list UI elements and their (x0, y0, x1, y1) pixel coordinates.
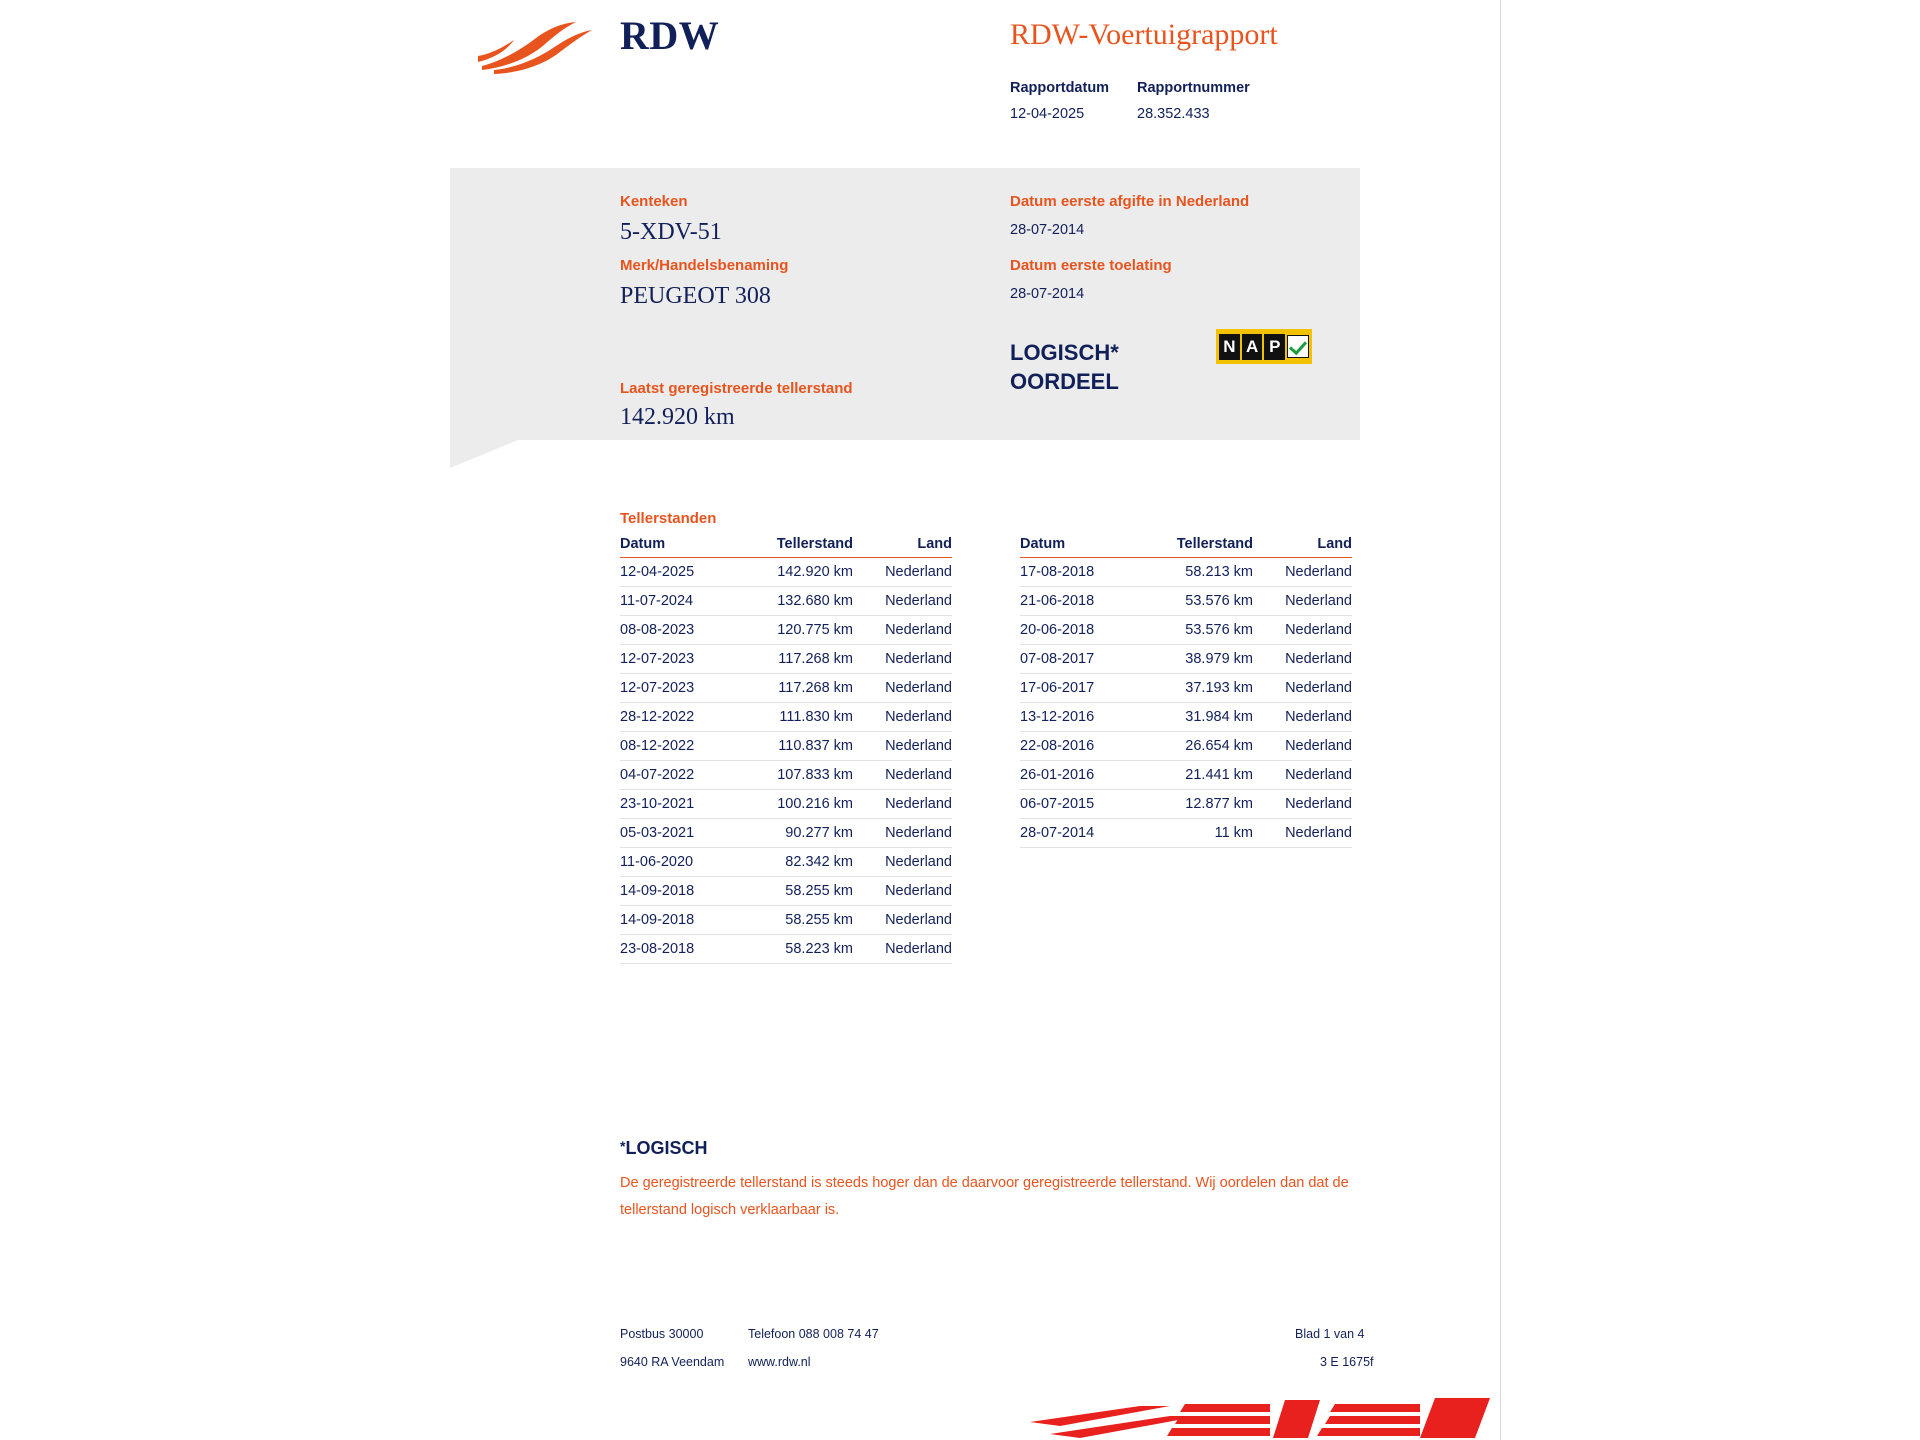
table-row (620, 761, 952, 790)
cell-land: Nederland (863, 616, 952, 645)
table-row (1020, 645, 1352, 674)
table-row (620, 558, 952, 587)
nap-letter-n: N (1219, 334, 1240, 360)
table-row (620, 906, 952, 935)
cell-datum: 17-06-2017 (1020, 674, 1155, 703)
table-row (620, 732, 952, 761)
panel-notch-decoration (450, 440, 518, 468)
cell-datum: 21-06-2018 (1020, 587, 1155, 616)
footer-city: 9640 RA Veendam (620, 1355, 725, 1369)
table-row (1020, 587, 1352, 616)
table-row (620, 935, 952, 964)
merk-label: Merk/Handelsbenaming (620, 257, 789, 274)
cell-tellerstand: 142.920 km (755, 558, 863, 587)
cell-land: Nederland (1263, 645, 1352, 674)
cell-land: Nederland (863, 587, 952, 616)
table-row (620, 703, 952, 732)
cell-land: Nederland (863, 906, 952, 935)
cell-land: Nederland (1263, 674, 1352, 703)
cell-tellerstand: 26.654 km (1155, 732, 1263, 761)
cell-tellerstand: 12.877 km (1155, 790, 1263, 819)
cell-tellerstand: 111.830 km (755, 703, 863, 732)
tellerstanden-table-right (1020, 534, 1352, 848)
cell-land: Nederland (1263, 587, 1352, 616)
cell-datum: 22-08-2016 (1020, 732, 1155, 761)
cell-land: Nederland (1263, 558, 1352, 587)
cell-tellerstand: 37.193 km (1155, 674, 1263, 703)
footer-website[interactable]: www.rdw.nl (748, 1355, 811, 1369)
column-header-datum: Datum (620, 534, 755, 558)
cell-datum: 08-08-2023 (620, 616, 755, 645)
tellerstanden-title: Tellerstanden (620, 510, 717, 527)
table-row (620, 819, 952, 848)
tellerstanden-table-left (620, 534, 952, 964)
cell-land: Nederland (863, 935, 952, 964)
cell-datum: 07-08-2017 (1020, 645, 1155, 674)
cell-land: Nederland (863, 848, 952, 877)
table-row (1020, 703, 1352, 732)
cell-datum: 12-07-2023 (620, 645, 755, 674)
table-row (620, 877, 952, 906)
cell-tellerstand: 58.223 km (755, 935, 863, 964)
cell-datum: 23-08-2018 (620, 935, 755, 964)
cell-tellerstand: 117.268 km (755, 674, 863, 703)
cell-datum: 28-07-2014 (1020, 819, 1155, 848)
table-row (1020, 558, 1352, 587)
cell-tellerstand: 38.979 km (1155, 645, 1263, 674)
footnote-body: De geregistreerde tellerstand is steeds hoger dan de daarvoor geregistreerde tellerstand. Wij oordelen dan dat de tellerstand logisch verklaarbaar is. (620, 1175, 1349, 1218)
cell-datum: 11-06-2020 (620, 848, 755, 877)
nap-letter-p: P (1264, 334, 1285, 360)
column-header-land: Land (863, 534, 952, 558)
footnote-title (620, 1138, 707, 1159)
cell-tellerstand: 11 km (1155, 819, 1263, 848)
merk-value: PEUGEOT 308 (620, 283, 771, 309)
cell-tellerstand: 117.268 km (755, 645, 863, 674)
table-row (1020, 819, 1352, 848)
table-header-row (620, 534, 952, 558)
cell-datum: 14-09-2018 (620, 877, 755, 906)
cell-datum: 12-04-2025 (620, 558, 755, 587)
report-number-label: Rapportnummer (1137, 80, 1250, 96)
nap-letter-a: A (1242, 334, 1263, 360)
report-date-value: 12-04-2025 (1010, 106, 1085, 122)
cell-land: Nederland (1263, 761, 1352, 790)
verdict-line-2: OORDEEL (1010, 369, 1119, 394)
cell-tellerstand: 132.680 km (755, 587, 863, 616)
cell-land: Nederland (863, 761, 952, 790)
cell-land: Nederland (863, 645, 952, 674)
table-header-row (1020, 534, 1352, 558)
footer-page-number: Blad 1 van 4 (1295, 1327, 1365, 1341)
cell-datum: 08-12-2022 (620, 732, 755, 761)
table-row (1020, 790, 1352, 819)
cell-land: Nederland (863, 674, 952, 703)
cell-tellerstand: 107.833 km (755, 761, 863, 790)
cell-datum: 26-01-2016 (1020, 761, 1155, 790)
footer-phone: Telefoon 088 008 74 47 (748, 1327, 879, 1341)
cell-datum: 06-07-2015 (1020, 790, 1155, 819)
check-icon (1287, 335, 1309, 358)
brand-title: RDW (620, 13, 720, 58)
cell-land: Nederland (1263, 616, 1352, 645)
cell-datum: 13-12-2016 (1020, 703, 1155, 732)
eerste-afgifte-label: Datum eerste afgifte in Nederland (1010, 193, 1250, 210)
cell-datum: 12-07-2023 (620, 674, 755, 703)
eerste-afgifte-value: 28-07-2014 (1010, 222, 1085, 238)
laatst-tellerstand-value: 142.920 km (620, 404, 735, 430)
table-row (620, 616, 952, 645)
table-row (1020, 616, 1352, 645)
nap-checkmark-badge-icon (1216, 329, 1312, 364)
cell-tellerstand: 53.576 km (1155, 587, 1263, 616)
cell-tellerstand: 21.441 km (1155, 761, 1263, 790)
laatst-tellerstand-label: Laatst geregistreerde tellerstand (620, 380, 853, 397)
footer-postbus: Postbus 30000 (620, 1327, 704, 1341)
cell-datum: 05-03-2021 (620, 819, 755, 848)
cell-land: Nederland (1263, 703, 1352, 732)
cell-land: Nederland (863, 877, 952, 906)
footer-form-code: 3 E 1675f (1320, 1355, 1374, 1369)
cell-tellerstand: 31.984 km (1155, 703, 1263, 732)
table-row (620, 790, 952, 819)
cell-tellerstand: 120.775 km (755, 616, 863, 645)
table-row (1020, 674, 1352, 703)
table-row (620, 674, 952, 703)
page-margin (1500, 0, 1920, 1440)
cell-tellerstand: 82.342 km (755, 848, 863, 877)
cell-land: Nederland (1263, 790, 1352, 819)
cell-tellerstand: 110.837 km (755, 732, 863, 761)
report-number-value: 28.352.433 (1137, 106, 1210, 122)
cell-land: Nederland (1263, 732, 1352, 761)
report-date-label: Rapportdatum (1010, 80, 1110, 96)
cell-tellerstand: 58.255 km (755, 906, 863, 935)
page-title: RDW-Voertuigrapport (1010, 18, 1278, 51)
column-header-datum: Datum (1020, 534, 1155, 558)
table-row (1020, 761, 1352, 790)
cell-tellerstand: 90.277 km (755, 819, 863, 848)
verdict-line-1: LOGISCH* (1010, 340, 1119, 365)
column-header-tellerstand: Tellerstand (1155, 534, 1263, 558)
footnote-title-text: LOGISCH (625, 1138, 708, 1158)
cell-land: Nederland (863, 558, 952, 587)
cell-datum: 17-08-2018 (1020, 558, 1155, 587)
table-row (620, 645, 952, 674)
column-header-tellerstand: Tellerstand (755, 534, 863, 558)
cell-datum: 14-09-2018 (620, 906, 755, 935)
rdw-stripes-graphic-icon (1020, 1386, 1500, 1440)
column-header-land: Land (1263, 534, 1352, 558)
cell-datum: 20-06-2018 (1020, 616, 1155, 645)
cell-land: Nederland (863, 703, 952, 732)
cell-datum: 28-12-2022 (620, 703, 755, 732)
eerste-toelating-label: Datum eerste toelating (1010, 257, 1172, 274)
table-row (1020, 732, 1352, 761)
cell-tellerstand: 53.576 km (1155, 616, 1263, 645)
cell-land: Nederland (863, 819, 952, 848)
table-row (620, 587, 952, 616)
cell-land: Nederland (1263, 819, 1352, 848)
cell-tellerstand: 58.213 km (1155, 558, 1263, 587)
kenteken-value: 5-XDV-51 (620, 219, 722, 245)
table-row (620, 848, 952, 877)
status-badge (1010, 338, 1119, 396)
cell-land: Nederland (863, 732, 952, 761)
cell-tellerstand: 58.255 km (755, 877, 863, 906)
cell-datum: 11-07-2024 (620, 587, 755, 616)
cell-datum: 23-10-2021 (620, 790, 755, 819)
cell-land: Nederland (863, 790, 952, 819)
eerste-toelating-value: 28-07-2014 (1010, 286, 1085, 302)
cell-datum: 04-07-2022 (620, 761, 755, 790)
rdw-feather-logo-icon (478, 18, 598, 78)
kenteken-label: Kenteken (620, 193, 688, 210)
cell-tellerstand: 100.216 km (755, 790, 863, 819)
footnote-star: * (620, 1138, 626, 1154)
